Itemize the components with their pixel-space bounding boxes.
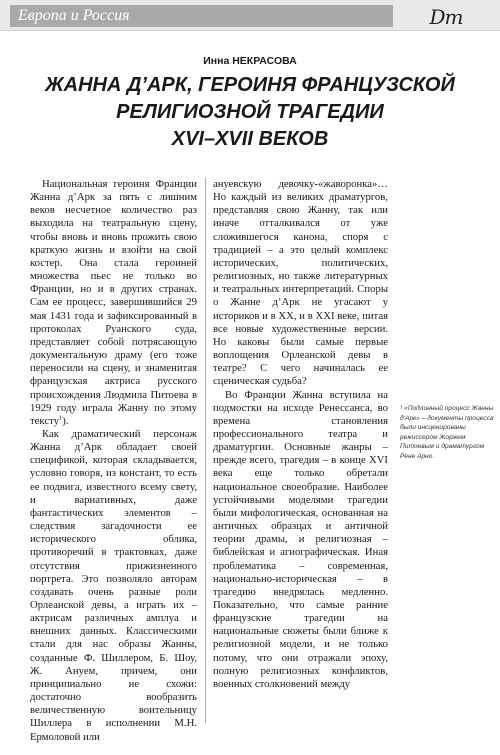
paragraph: ануевскую девочку-«жаворонка»… Но каждый из великих драматургов, представляя свою Жанну, так или иначе отталкивался от уже сложившегося канона, споря с традицией – а это целый комплекс исторических, политических, религиозных, но также литературных и театральных интерпретаций. Споры о Жанне д’Арк не угасают у историков и в XX, и в XXI веке, питая все новые художественные версии. Но каковы были самые первые воплощения Орлеанской девы в театре? С чего начиналась ее сценическая судьба? — [213, 178, 388, 388]
paragraph-text: Национальная героиня Франции Жанна д’Арк за пять с лишним веков несчетное количество раз выходила на театральную сцену, чтобы вновь и вновь прожить свою краткую жизнь и взойти на свой костер. Она стала героиней множества пьес не только во Франции, но и в других странах. Сам ее процесс, завершившийся 29 мая 1431 года и зафиксированный в протоколах Руанского суда, представляет собой потрясающую документальную драму (его тоже переносили на сцену, и знаменитая французская актриса русского происхождения Людмила Питоева в 1929 году играла Жанну по этому тексту — [30, 178, 197, 427]
paragraph: Как драматический персонаж Жанна д’Арк обладает своей спецификой, которая складывается, условно говоря, из констант, то есть ее подвига, известного всему свету, и вариативных, даже фантастических элементов – следствия загадочности ее исторического облика, противоречий в трактовках, даже отсутствия прижизненного портрета. Это позволяло авторам создавать очень разные роли Орлеанской девы, а играть их – актрисам различных амплуа и внешних данных. Классическими стали для нас образы Жанны, созданные Ф. Шиллером, Б. Шоу, Ж. Ануем, причем, они принципиально не схожи: достаточно вообразить величественную воительницу Шиллера в исполнении М.Н. Ермоловой или — [30, 427, 197, 743]
column-divider — [205, 178, 206, 723]
journal-logo: Dm — [429, 5, 463, 29]
title-line: ЖАННА Д’АРК, ГЕРОИНЯ ФРАНЦУЗСКОЙ — [45, 74, 455, 96]
footnote: ¹ «Подлинный процесс Жанны д’Арк» – документы процесса были инсценированы режиссером Жоржем Питоевым и драматургом Рене Арно. — [400, 405, 494, 460]
footnote-marker: 1 — [58, 414, 63, 422]
title-line: XVI–XVII ВЕКОВ — [171, 128, 329, 150]
title-line: РЕЛИГИОЗНОЙ ТРАГЕДИИ — [116, 101, 384, 123]
right-column — [213, 178, 388, 691]
left-column — [30, 178, 197, 744]
article-title — [30, 72, 470, 153]
paragraph-end: ). — [62, 414, 69, 427]
section-title: Европа и Россия — [10, 5, 393, 27]
paragraph: Во Франции Жанна вступила на подмостки на исходе Ренессанса, во времена становления профессионального театра и драматургии. Основные жанры – прежде всего, трагедия – в конце XVI века еще только обретали национальное своеобразие. Наиболее устойчивыми моделями трагедии были мифологическая, основанная на античных образцах и античной теории драмы, и религиозная – библейская и агиографическая. Иная проблематика – современная, национально-историческая – в трагедию внедрялась медленно. Показательно, что самые ранние французские трагедии на национальные сюжеты были ближе к религиозной модели, и не только потому, что они отражали эпоху, полную религиозных конфликтов, военных столкновений между — [213, 388, 388, 690]
paragraph — [30, 178, 197, 428]
article-author: Инна НЕКРАСОВА — [203, 55, 297, 67]
